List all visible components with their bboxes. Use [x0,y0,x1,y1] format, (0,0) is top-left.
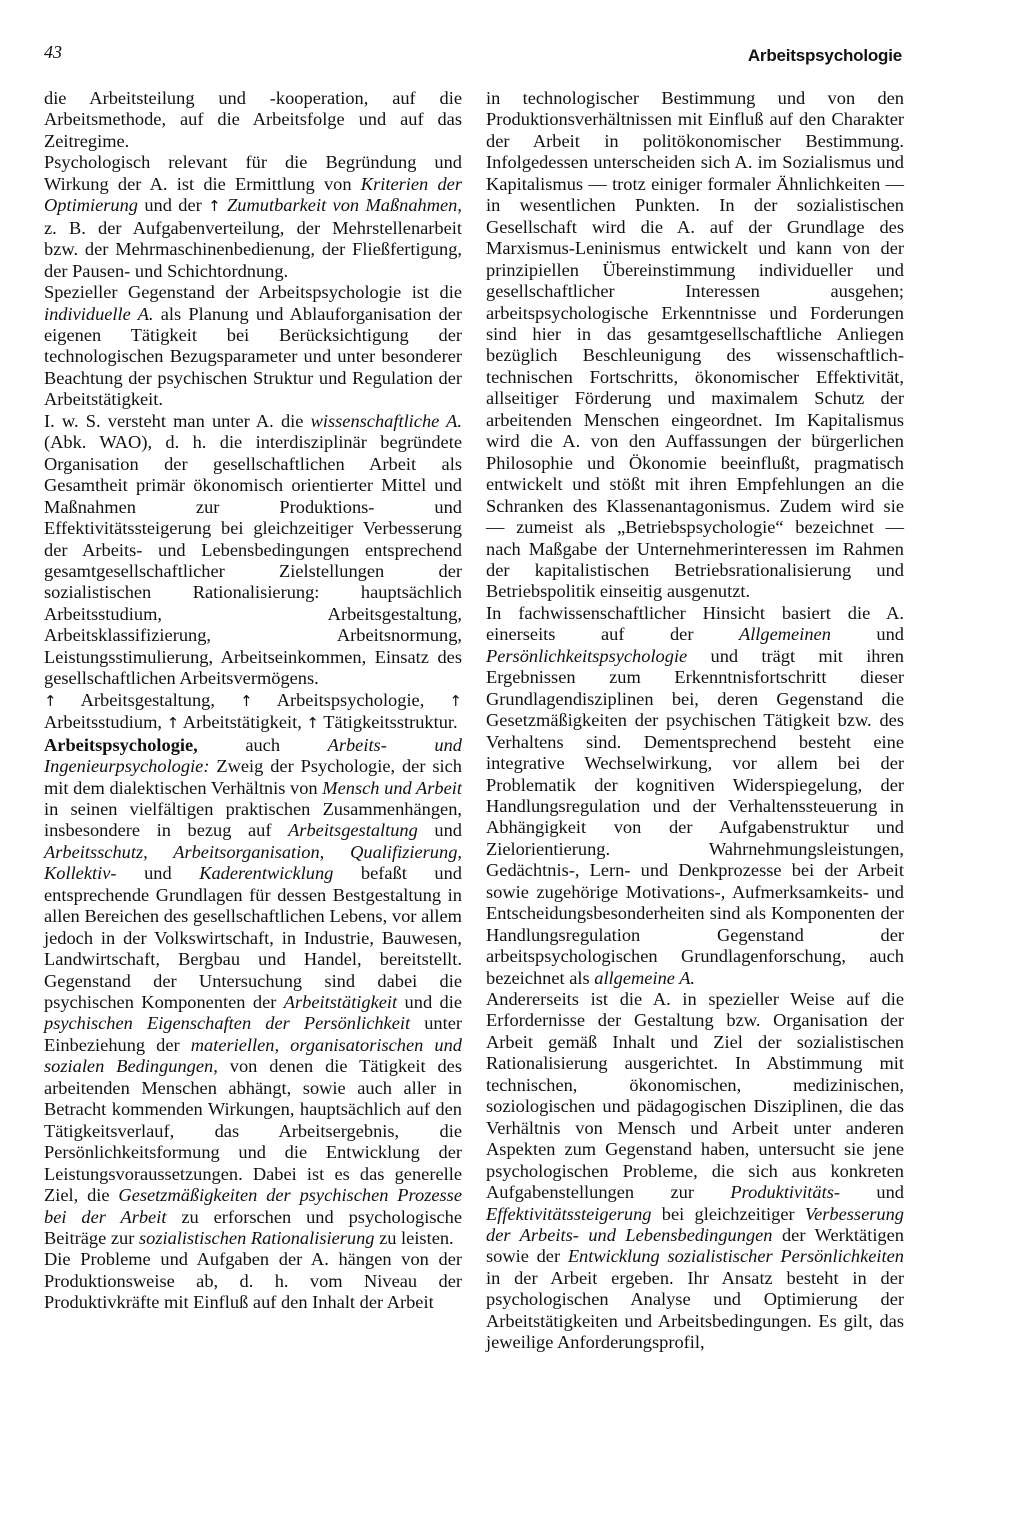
xref-link: Arbeitstätigkeit, [182,712,302,733]
xref-link: Arbeitspsychologie, [276,689,425,710]
cross-reference-arrow-icon: ↑ [449,691,462,710]
paragraph: Die Probleme und Aufgaben der A. hängen von der Produktionsweise ab, d. h. vom Niveau der Produktivkräfte mit Einfluß auf den Inhalt der Arbeit [44,1249,462,1313]
paragraph: die Arbeitsteilung und -kooperation, auf die Arbeitsmethode, auf die Arbeitsfolge und auf das Zeitregime. [44,88,462,151]
xref-link: Arbeitsstudium, [44,712,163,733]
xref-link: Tätigkeitsstruktur. [323,712,458,733]
running-head: Arbeitspsychologie [747,46,902,65]
dictionary-entry: Arbeitspsychologie, auch Arbeits- und Ingenieurpsychologie: Zweig der Psychologie, der sich mit dem dialektischen Verhältnis von Mensch und Arbeit in seinen vielfältigen praktischen Zusammenhängen, insbesondere in bezug auf Arbeitsgestaltung und Arbeitsschutz, Arbeitsorganisation, Qualifizierung, Kollektiv- und Kaderentwicklung befaßt und entsprechende Grundlagen für dessen Bestgestaltung in allen Bereichen des gesellschaftlichen Lebens, vor allem jedoch in der Volkswirtschaft, in Industrie, Bauwesen, Landwirtschaft, Bergbau und Handel, bereitstellt. Gegenstand der Untersuchung sind dabei die psychischen Komponenten der Arbeitstätigkeit und die psychischen Eigenschaften der Persönlichkeit unter Einbeziehung der materiellen, organisatorischen und sozialen Bedingungen, von denen die Tätigkeit des arbeitenden Menschen abhängt, sowie auch aller in Betracht kommenden Wirkungen, hauptsächlich auf den Tätigkeitsverlauf, das Arbeitsergebnis, die Persönlichkeitsformung und die Entwicklung der Leistungsvoraussetzungen. Dabei ist es das generelle Ziel, die Gesetzmäßigkeiten der psychischen Prozesse bei der Arbeit zu erforschen und psychologische Beiträge zur sozialistischen Rationalisierung zu leisten. [44,734,463,1249]
entry-headword: Arbeitspsychologie, [44,734,198,755]
paragraph: in technologischer Bestimmung und von den Produktionsverhältnissen mit Einfluß auf den Charakter der Arbeit in politökonomischer Bestimmung. Infolgedessen unterscheiden sich A. im Sozialismus und Kapitalismus — trotz einiger formaler Ähnlichkeiten — in wesentlichen Punkten. In der sozialistischen Gesellschaft wird die A. auf der Grundlage des Marxismus-Leninismus entwickelt und kann von der prinzipiellen Übereinstimmung individueller und gesellschaftlicher Interessen ausgehen; arbeitspsychologische Erkenntnisse und Forderungen sind hier in das gesamtgesellschaftliche Anliegen bezüglich Beschleunigung des wissenschaftlich-technischen Fortschritts, ökonomischer Effektivität, allseitiger Förderung und maximalem Schutz der arbeitenden Menschen eingeordnet. Im Kapitalismus wird die A. von den Auffassungen der bürgerlichen Philosophie und Ökonomie beeinflußt, pragmatisch entwickelt und stößt mit ihren Empfehlungen an die Schranken des Klassenantagonismus. Zudem wird sie — zumeist als „Betriebspsychologie“ bezeichnet — nach Maßgabe der Unternehmerinteressen im Rahmen der kapitalistischen Betriebsrationalisierung und Betriebspolitik einseitig ausgenutzt. [486,88,904,602]
paragraph: I. w. S. versteht man unter A. die wissenschaftliche A. (Abk. WAO), d. h. die interdisziplinär begründete Organisation der gesellschaftlichen Arbeit als Gesamtheit primär ökonomisch orientierter Mittel und Maßnahmen zur Produktions- und Effektivitätssteigerung bei gleichzeitiger Verbesserung der Arbeits- und Lebensbedingungen entsprechend gesamtgesellschaftlicher Zielstellungen der sozialistischen Rationalisierung: hauptsächlich Arbeitsstudium, Arbeitsgestaltung, Arbeitsklassifizierung, Arbeitsnormung, Leistungsstimulierung, Arbeitseinkommen, Einsatz des gesellschaftlichen Arbeitsvermögens. [44,410,462,689]
right-column [486,88,904,1354]
left-column [44,88,462,1314]
cross-reference-arrow-icon: ↑ [240,691,253,710]
xref-link: Arbeitsgestaltung, [80,689,215,710]
paragraph: Spezieller Gegenstand der Arbeitspsychologie ist die individuelle A. als Planung und Ablauforganisation der eigenen Tätigkeit bei Berücksichtigung der technologischen Bezugsparameter und unter besonderer Beachtung der psychischen Struktur und Regulation der Arbeitstätigkeit. [44,282,462,410]
paragraph: In fachwissenschaftlicher Hinsicht basiert die A. einerseits auf der Allgemeinen und Persönlichkeitspsychologie und trägt mit ihren Ergebnissen zum Erkenntnisfortschritt dieser Grundlagendisziplinen bei, deren Gegenstand die Gesetzmäßigkeiten der psychischen Tätigkeit bzw. des Verhaltens sind. Dementsprechend besteht eine integrative Wechselwirkung, vor allem bei der Problematik der kognitiven Widerspiegelung, der Handlungsregulation und der Verhaltenssteuerung in Abhängigkeit von der Aufgabenstruktur und Zielorientierung. Wahrnehmungsleistungen, Gedächtnis-, Lern- und Denkprozesse bei der Arbeit sowie zugehörige Motivations-, Aufmerksamkeits- und Entscheidungsbesonderheiten sind als Komponenten der Handlungsregulation Gegenstand der arbeitspsychologischen Grundlagenforschung, auch bezeichnet als allgemeine A. [486,602,904,988]
paragraph: Psychologisch relevant für die Begründung und Wirkung der A. ist die Ermittlung von Kriterien der Optimierung und der ↑ Zumutbarkeit von Maßnahmen, z. B. der Aufgabenverteilung, der Mehrstellenarbeit bzw. der Mehrmaschinenbedienung, der Fließfertigung, der Pausen- und Schichtordnung. [44,152,462,281]
paragraph: Andererseits ist die A. in spezieller Weise auf die Erfordernisse der Gestaltung bzw. Organisation der Arbeit gemäß Inhalt und Ziel der sozialistischen Rationalisierung ausgerichtet. In Abstimmung mit technischen, ökonomischen, medizinischen, soziologischen und pädagogischen Disziplinen, die das Verhältnis von Mensch und Arbeit unter anderen Aspekten zum Gegenstand haben, untersucht sie jene psychologischen Probleme, die sich aus konkreten Aufgabenstellungen zur Produktivitäts- und Effektivitätssteigerung bei gleichzeitiger Verbesserung der Arbeits- und Lebensbedingungen der Werktätigen sowie der Entwicklung sozialistischer Persönlichkeiten in der Arbeit ergeben. Ihr Ansatz besteht in der psychologischen Analyse und Optimierung der Arbeitstätigkeiten und Arbeitsbedingungen. Es gilt, das jeweilige Anforderungsprofil, [486,989,904,1353]
cross-reference-arrow-icon: ↑ [44,691,57,710]
cross-references [44,690,462,735]
page-number: 43 [44,42,62,62]
cross-reference-arrow-icon: ↑ [208,197,221,216]
cross-reference-arrow-icon: ↑ [306,714,319,733]
cross-reference-arrow-icon: ↑ [166,714,180,733]
